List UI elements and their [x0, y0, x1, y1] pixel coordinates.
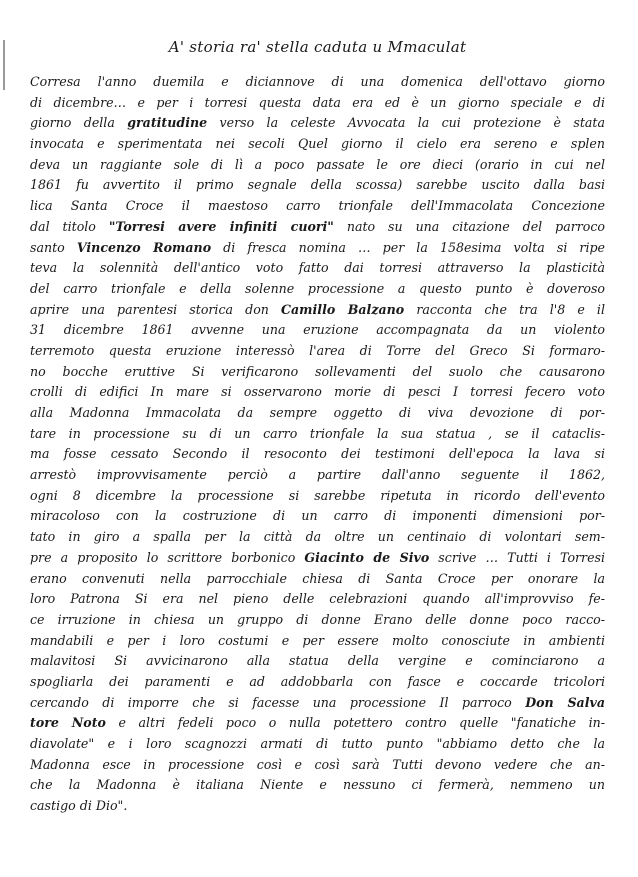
text-segment: spogliarla dei paramenti e ad addobbarla con fasce e coccarde tricolori — [30, 673, 605, 689]
emphasized-text: "Torresi avere infiniti cuori" — [108, 218, 334, 234]
text-line — [30, 175, 605, 196]
text-line — [30, 610, 605, 631]
text-segment: alla Madonna Immacolata da sempre oggetto di viva devozione di por- — [30, 405, 605, 420]
document-title: A' storia ra' stella caduta u Mmaculat — [168, 38, 467, 56]
text-line — [30, 444, 605, 465]
text-segment: deva un raggiante sole di lì a poco passate le ore dieci (orario in cui nel — [30, 156, 605, 172]
emphasized-text: gratitudine — [127, 115, 208, 131]
text-segment: castigo di Dio". — [30, 798, 128, 814]
scan-edge-mark — [3, 40, 5, 90]
text-line — [30, 279, 605, 300]
document-body — [30, 72, 605, 817]
text-line — [30, 300, 605, 321]
text-line — [30, 72, 605, 93]
text-line — [30, 403, 605, 424]
text-segment: verso la celeste Avvocata la cui protezione è stata — [207, 115, 605, 131]
text-segment: mandabili e per i loro costumi e per essere molto conosciute in ambienti — [30, 632, 605, 648]
text-segment: nato su una citazione del parroco — [333, 218, 605, 234]
text-line — [30, 258, 605, 279]
text-line — [30, 651, 605, 672]
text-segment: loro Patrona Si era nel pieno delle celebrazioni quando all'improvviso fe- — [30, 591, 605, 607]
text-line — [30, 93, 605, 114]
text-segment: dal titolo — [30, 218, 109, 234]
text-segment: Madonna esce in processione così e così sarà Tutti devono vedere che an- — [30, 756, 605, 772]
text-segment: aprire una parentesi storica don — [30, 301, 281, 317]
text-segment: ma fosse cessato Secondo il resoconto dei testimoni dell'epoca la lava si — [30, 446, 605, 462]
text-line — [30, 465, 605, 486]
text-line — [30, 672, 605, 693]
text-line — [30, 217, 605, 238]
text-segment: lica Santa Croce il maestoso carro trionfale dell'Immacolata Concezione — [30, 198, 605, 214]
text-line — [30, 238, 605, 259]
text-segment: pre a proposito lo scrittore borbonico — [30, 549, 305, 565]
text-segment: tato in giro a spalla per la città da oltre un centinaio di volontari sem- — [30, 529, 605, 545]
text-line — [30, 424, 605, 445]
text-segment: Corresa l'anno duemila e diciannove di una domenica dell'ottavo giorno — [30, 74, 605, 89]
text-line — [30, 713, 605, 734]
text-segment: tare in processione su di un carro trionfale la sua statua , se il cataclis- — [30, 425, 605, 441]
emphasized-text: Vincenzo Romano — [76, 239, 212, 255]
text-segment: ce irruzione in chiesa un gruppo di donne Erano delle donne poco racco- — [30, 611, 605, 627]
emphasized-text: Camillo Balzano — [281, 301, 405, 317]
text-line — [30, 486, 605, 507]
text-line — [30, 113, 605, 134]
text-segment: miracoloso con la costruzione di un carro di imponenti dimensioni por- — [30, 508, 605, 524]
text-line — [30, 320, 605, 341]
text-segment: 31 dicembre 1861 avvenne una eruzione accompagnata da un violento — [30, 322, 605, 338]
text-line — [30, 196, 605, 217]
text-line — [30, 775, 605, 796]
text-segment: 1861 fu avvertito il primo segnale della scossa) sarebbe uscito dalla basi — [30, 177, 605, 193]
text-segment: diavolate" e i loro scagnozzi armati di tutto punto "abbiamo detto che la — [30, 736, 605, 751]
text-segment: giorno della — [30, 115, 128, 131]
text-line — [30, 527, 605, 548]
text-segment: erano convenuti nella parrocchiale chiesa di Santa Croce per onorare la — [30, 570, 605, 586]
text-line — [30, 631, 605, 652]
text-line — [30, 134, 605, 155]
text-line — [30, 569, 605, 590]
text-line — [30, 548, 605, 569]
text-segment: racconta che tra l'8 e il — [404, 301, 605, 317]
text-line — [30, 362, 605, 383]
text-line — [30, 589, 605, 610]
text-segment: di fresca nomina … per la 158esima volta si ripe — [211, 239, 605, 255]
text-segment: santo — [30, 239, 77, 255]
document-page — [30, 38, 605, 817]
text-segment: che la Madonna è italiana Niente e nessuno ci fermerà, nemmeno un — [30, 777, 605, 793]
emphasized-text: tore Noto — [30, 715, 106, 731]
text-segment: malavitosi Si avvicinarono alla statua della vergine e cominciarono a — [30, 653, 605, 669]
text-segment: del carro trionfale e della solenne processione a questo punto è doveroso — [30, 280, 605, 296]
text-segment: no bocche eruttive Si verificarono sollevamenti del suolo che causarono — [30, 363, 605, 379]
text-segment: e altri fedeli poco o nulla potettero contro quelle "fanatiche in- — [105, 715, 605, 731]
emphasized-text: Don Salva — [525, 694, 605, 710]
text-segment: ogni 8 dicembre la processione si sarebbe ripetuta in ricordo dell'evento — [30, 487, 605, 503]
text-segment: scrive … Tutti i Torresi — [429, 549, 605, 565]
text-line — [30, 382, 605, 403]
text-segment: di dicembre… e per i torresi questa data era ed è un giorno speciale e di — [30, 94, 605, 110]
text-line — [30, 341, 605, 362]
text-segment: arrestò improvvisamente perciò a partire dall'anno seguente il 1862, — [30, 467, 605, 483]
text-line — [30, 155, 605, 176]
text-segment: terremoto questa eruzione interessò l'area di Torre del Greco Si formaro- — [30, 342, 605, 358]
text-line — [30, 796, 605, 817]
text-line — [30, 734, 605, 755]
text-line — [30, 755, 605, 776]
text-segment: cercando di imporre che si facesse una processione Il parroco — [30, 694, 526, 710]
text-segment: invocata e sperimentata nei secoli Quel giorno il cielo era sereno e splen — [30, 136, 605, 152]
text-line — [30, 506, 605, 527]
text-segment: crolli di edifici In mare si osservarono morie di pesci I torresi fecero voto — [30, 384, 605, 400]
text-segment: teva la solennità dell'antico voto fatto dai torresi attraverso la plasticità — [30, 260, 605, 276]
emphasized-text: Giacinto de Sivo — [304, 549, 430, 565]
text-line — [30, 693, 605, 714]
